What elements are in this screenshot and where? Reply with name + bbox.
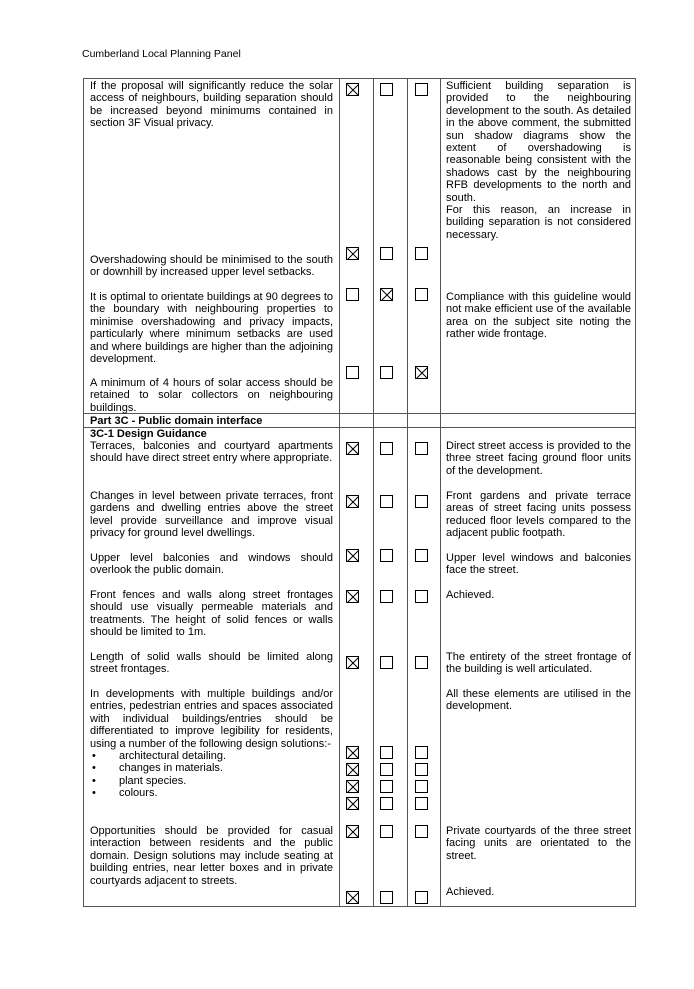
check-yes-empty bbox=[346, 288, 359, 301]
check-no-empty bbox=[380, 763, 393, 776]
check-na-empty bbox=[415, 780, 428, 793]
check-na-empty bbox=[415, 590, 428, 603]
check-no-empty bbox=[380, 495, 393, 508]
list-item: • architectural detailing. bbox=[90, 750, 333, 762]
check-na-empty bbox=[415, 83, 428, 96]
guideline-text: If the proposal will significantly reduce the solar access of neighbours, building separation should be increased beyond minimums contained in section 3F Visual privacy. bbox=[90, 80, 333, 130]
check-no-empty bbox=[380, 366, 393, 379]
check-na-empty bbox=[415, 797, 428, 810]
list-item: • colours. bbox=[90, 787, 333, 799]
check-na-empty bbox=[415, 891, 428, 904]
list-item: • plant species. bbox=[90, 775, 333, 787]
check-na-empty bbox=[415, 549, 428, 562]
check-na-checked bbox=[415, 366, 428, 379]
check-no-empty bbox=[380, 247, 393, 260]
check-na-empty bbox=[415, 495, 428, 508]
check-na-empty bbox=[415, 656, 428, 669]
comment-text: Achieved. bbox=[446, 886, 495, 898]
guideline-text: A minimum of 4 hours of solar access should be retained to solar collectors on neighbouring buildings. bbox=[90, 377, 333, 414]
check-no-empty bbox=[380, 442, 393, 455]
check-yes-checked bbox=[346, 442, 359, 455]
column-divider bbox=[407, 79, 408, 906]
guideline-text: Length of solid walls should be limited along street frontages. bbox=[90, 651, 333, 676]
check-yes-checked bbox=[346, 763, 359, 776]
check-no-empty bbox=[380, 825, 393, 838]
column-divider bbox=[339, 79, 340, 906]
check-no-empty bbox=[380, 891, 393, 904]
comment-text: Achieved. bbox=[446, 589, 495, 601]
check-yes-checked bbox=[346, 746, 359, 759]
comment-text: Upper level windows and balconies face the street. bbox=[446, 552, 631, 577]
comment-text: Compliance with this guideline would not make efficient use of the available area on the subject site noting the rather wide frontage. bbox=[446, 291, 631, 341]
check-na-empty bbox=[415, 746, 428, 759]
comment-text: Front gardens and private terrace areas of street facing units possess reduced floor levels compared to the adjacent public footpath. bbox=[446, 490, 631, 540]
check-no-empty bbox=[380, 549, 393, 562]
check-yes-checked bbox=[346, 83, 359, 96]
guideline-text: Overshadowing should be minimised to the south or downhill by increased upper level setbacks. bbox=[90, 254, 333, 279]
section-subtitle: 3C-1 Design Guidance bbox=[90, 428, 207, 440]
comment-text: Sufficient building separation is provided to the neighbouring development to the south. As detailed in the above comment, the submitted sun shadow diagrams show the extent of overshadowing is reasonable being consistent with the shadows cast by the neighbouring RFB developments to the north and south. bbox=[446, 80, 631, 204]
check-yes-checked bbox=[346, 656, 359, 669]
check-yes-checked bbox=[346, 780, 359, 793]
guideline-text: Upper level balconies and windows should overlook the public domain. bbox=[90, 552, 333, 577]
guideline-text: Opportunities should be provided for casual interaction between residents and the public domain. Design solutions may include seating at building entries, near letter boxes and in private courtyards adjacent to streets. bbox=[90, 825, 333, 887]
check-yes-checked bbox=[346, 495, 359, 508]
comment-text: Direct street access is provided to the three street facing ground floor units of the development. bbox=[446, 440, 631, 477]
comment-text: All these elements are utilised in the development. bbox=[446, 688, 631, 713]
page-header: Cumberland Local Planning Panel bbox=[82, 48, 241, 60]
check-na-empty bbox=[415, 825, 428, 838]
check-no-empty bbox=[380, 780, 393, 793]
check-no-empty bbox=[380, 797, 393, 810]
check-na-empty bbox=[415, 247, 428, 260]
check-yes-checked bbox=[346, 825, 359, 838]
compliance-table bbox=[83, 78, 636, 907]
check-no-empty bbox=[380, 746, 393, 759]
check-yes-checked bbox=[346, 549, 359, 562]
check-yes-checked bbox=[346, 891, 359, 904]
guideline-text: Changes in level between private terraces, front gardens and dwelling entries above the street level provide surveillance and improve visual privacy for ground level dwellings. bbox=[90, 490, 333, 540]
guideline-text: Front fences and walls along street frontages should use visually permeable materials and treatments. The height of solid fences or walls should be limited to 1m. bbox=[90, 589, 333, 639]
check-yes-empty bbox=[346, 366, 359, 379]
list-item: • changes in materials. bbox=[90, 762, 333, 774]
comment-text: The entirety of the street frontage of the building is well articulated. bbox=[446, 651, 631, 676]
bullet-list bbox=[90, 750, 333, 800]
check-no-empty bbox=[380, 656, 393, 669]
check-na-empty bbox=[415, 763, 428, 776]
column-divider bbox=[440, 79, 441, 906]
check-na-empty bbox=[415, 442, 428, 455]
check-no-empty bbox=[380, 83, 393, 96]
guideline-text: In developments with multiple buildings and/or entries, pedestrian entries and spaces associated with individual buildings/entries should be differentiated to improve legibility for residents, using a number of the following design solutions:- bbox=[90, 688, 333, 750]
section-title: Part 3C - Public domain interface bbox=[90, 415, 263, 427]
guideline-text: It is optimal to orientate buildings at 90 degrees to the boundary with neighbouring properties to minimise overshadowing and privacy impacts, particularly where minimum setbacks are used and where buildings are higher than the adjoining development. bbox=[90, 291, 333, 366]
guideline-text: Terraces, balconies and courtyard apartments should have direct street entry where appropriate. bbox=[90, 440, 333, 465]
check-yes-checked bbox=[346, 797, 359, 810]
check-yes-checked bbox=[346, 590, 359, 603]
check-yes-checked bbox=[346, 247, 359, 260]
check-na-empty bbox=[415, 288, 428, 301]
check-no-empty bbox=[380, 590, 393, 603]
comment-text: Private courtyards of the three street facing units are orientated to the street. bbox=[446, 825, 631, 862]
comment-text: For this reason, an increase in building separation is not considered necessary. bbox=[446, 204, 631, 241]
check-no-checked bbox=[380, 288, 393, 301]
column-divider bbox=[373, 79, 374, 906]
